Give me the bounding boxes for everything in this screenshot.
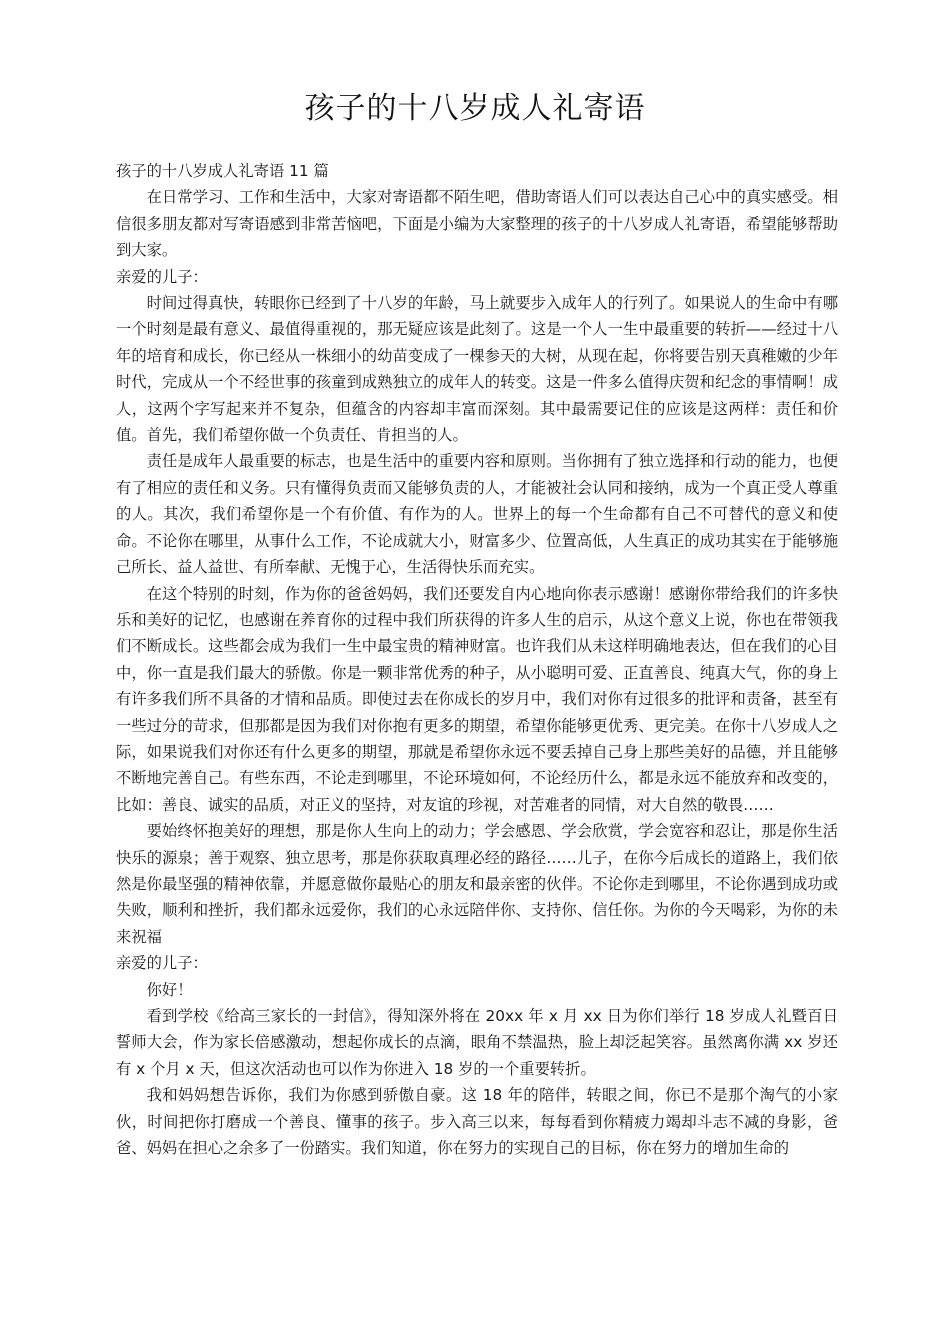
body-paragraph: 我和妈妈想告诉你，我们为你感到骄傲自豪。这 18 年的陪伴，转眼之间，你已不是那个淘气的小家伙，时间把你打磨成一个善良、懂事的孩子。步入高三以来，每每看到你精疲力竭却斗志不减的身影，爸爸、妈妈在担心之余多了一份踏实。我们知道，你在努力的实现自己的目标，你在努力的增加生命的 [116, 1086, 838, 1158]
body-paragraph: 在这个特别的时刻，作为你的爸爸妈妈，我们还要发自内心地向你表示感谢！感谢你带给我们的许多快乐和美好的记忆，也感谢在养育你的过程中我们所获得的许多人生的启示，从这个意义上说，你也在带领我们不断成长。这些都会成为我们一生中最宝贵的精神财富。也许我们从未这样明确地表达，但在我们的心目中，你一直是我们最大的骄傲。你是一颗非常优秀的种子，从小聪明可爱、正直善良、纯真大气，你的身上有许多我们所不具备的才情和品质。即使过去在你成长的岁月中，我们对你有过很多的批评和责备，甚至有一些过分的苛求，但那都是因为我们对你抱有更多的期望，希望你能够更优秀、更完美。在你十八岁成人之际，如果说我们对你还有什么更多的期望，那就是希望你永远不要丢掉自己身上那些美好的品德，并且能够不断地完善自己。有些东西，不论走到哪里，不论环境如何，不论经历什么，都是永远不能放弃和改变的，比如：善良、诚实的品质，对正义的坚持，对友谊的珍视，对苦难者的同情，对大自然的敬畏…… [116, 584, 838, 814]
subtitle-paragraph: 孩子的十八岁成人礼寄语 11 篇 [116, 162, 329, 180]
body-paragraph: 看到学校《给高三家长的一封信》，得知深外将在 20xx 年 x 月 xx 日为你们举行 18 岁成人礼暨百日誓师大会，作为家长倍感激动，想起你成长的点滴，眼角不禁温热，脸上却泛起笑容。虽然离你满 xx 岁还有 x 个月 x 天，但这次活动也可以作为你进入 18 岁的一个重要转折。 [116, 1007, 838, 1078]
greeting-paragraph: 你好！ [146, 980, 193, 999]
body-paragraph: 责任是成年人最重要的标志，也是生活中的重要内容和原则。当你拥有了独立选择和行动的能力，也便有了相应的责任和义务。只有懂得负责而又能够负责的人，才能被社会认同和接纳，成为一个真正受人尊重的人。其次，我们希望你是一个有价值、有作为的人。世界上的每一个生命都有自己不可替代的意义和使命。不论你在哪里，从事什么工作，不论成就大小，财富多少、位置高低，人生真正的成功其实在于能够施己所长、益人益世、有所奉献、无愧于心，生活得快乐而充实。 [116, 452, 838, 577]
body-paragraph: 要始终怀抱美好的理想，那是你人生向上的动力；学会感恩、学会欣赏，学会宽容和忍让，那是你生活快乐的源泉；善于观察、独立思考，那是你获取真理必经的路径……儿子，在你今后成长的道路上，我们依然是你最坚强的精神依靠，并愿意做你最贴心的朋友和最亲密的伙伴。不论你走到哪里，不论你遇到成功或失败，顺利和挫折，我们都永远爱你，我们的心永远陪伴你、支持你、信任你。为你的今天喝彩，为你的未来祝福 [116, 822, 838, 946]
salutation-2: 亲爱的儿子： [116, 954, 208, 973]
document-body [116, 158, 838, 1161]
body-paragraph: 时间过得真快，转眼你已经到了十八岁的年龄，马上就要步入成年人的行列了。如果说人的生命中有哪一个时刻是最有意义、最值得重视的，那无疑应该是此刻了。这是一个人一生中最重要的转折——经过十八年的培育和成长，你已经从一株细小的幼苗变成了一棵参天的大树，从现在起，你将要告别天真稚嫩的少年时代，完成从一个不经世事的孩童到成熟独立的成年人的转变。这是一件多么值得庆贺和纪念的事情啊！成人，这两个字写起来并不复杂，但蕴含的内容却丰富而深刻。其中最需要记住的应该是这两样：责任和价值。首先，我们希望你做一个负责任、肯担当的人。 [116, 294, 838, 445]
document-title: 孩子的十八岁成人礼寄语 [304, 91, 646, 126]
salutation-1: 亲爱的儿子： [116, 267, 208, 286]
intro-paragraph: 在日常学习、工作和生活中，大家对寄语都不陌生吧，借助寄语人们可以表达自己心中的真实感受。相信很多朋友都对写寄语感到非常苦恼吧，下面是小编为大家整理的孩子的十八岁成人礼寄语，希望能够帮助到大家。 [116, 188, 838, 260]
